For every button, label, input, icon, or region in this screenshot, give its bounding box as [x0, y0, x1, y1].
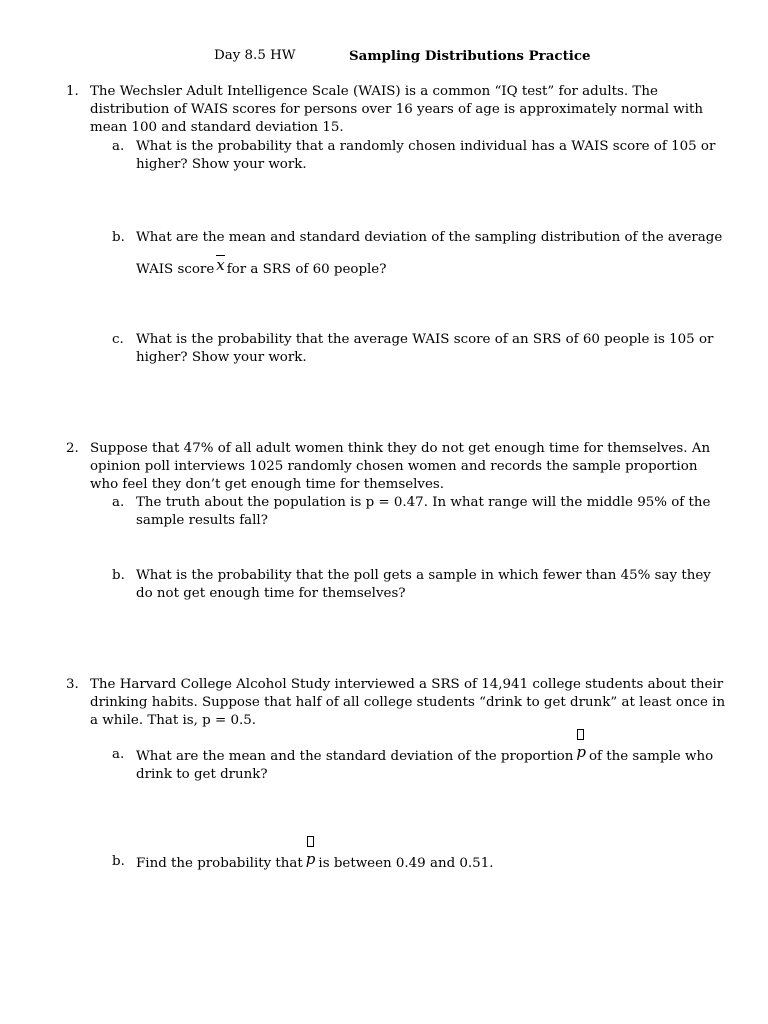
sub-letter: b. [112, 854, 125, 869]
question-2 [66, 440, 726, 494]
sub-text: What is the probability that the poll gets a sample in which fewer than 45% say they do not get enough time for themselves? [136, 568, 711, 601]
sub-text [136, 229, 724, 279]
page-title: Sampling Distributions Practice [349, 48, 591, 64]
question-3 [66, 676, 726, 730]
sub-text-line [136, 256, 724, 279]
x-bar-symbol: x [216, 256, 225, 274]
p-hat-symbol [576, 743, 586, 761]
assignment-day: Day 8.5 HW [214, 48, 296, 63]
question-1 [66, 83, 726, 137]
sub-text-line: What are the mean and standard deviation of the sampling distribution of the average [136, 230, 723, 245]
question-1c [112, 331, 724, 367]
sub-letter: a. [112, 747, 125, 762]
sub-letter: b. [112, 230, 125, 245]
question-number: 2. [66, 441, 79, 456]
sub-text [136, 850, 724, 873]
question-number: 3. [66, 677, 79, 692]
question-text: The Harvard College Alcohol Study interviewed a SRS of 14,941 college students about their drinking habits. Suppose that half of all college students “drink to get drunk” at least once in a while. That is, p = 0.5. [90, 677, 726, 728]
question-3a [112, 743, 724, 784]
question-2b [112, 567, 724, 603]
question-3b [112, 850, 724, 873]
sub-text-pre: WAIS score [136, 262, 215, 277]
question-text: Suppose that 47% of all adult women think they do not get enough time for themselves. An opinion poll interviews 1025 randomly chosen women and records the sample proportion who feel they don’t get enough time for themselves. [90, 441, 711, 492]
question-number: 1. [66, 84, 79, 99]
sub-text: What is the probability that the average WAIS score of an SRS of 60 people is 105 or higher? Show your work. [136, 332, 714, 365]
p-hat-letter: p [305, 850, 316, 868]
sub-text-pre: Find the probability that [136, 856, 303, 871]
page-header [0, 47, 768, 65]
question-text: The Wechsler Adult Intelligence Scale (WAIS) is a common “IQ test” for adults. The distribution of WAIS scores for persons over 16 years of age is approximately normal with mean 100 and standard deviation 15. [90, 84, 704, 135]
sub-text-post: is between 0.49 and 0.51. [318, 856, 494, 871]
sub-text: What is the probability that a randomly chosen individual has a WAIS score of 105 or higher? Show your work. [136, 139, 716, 172]
p-hat-letter: p [576, 743, 586, 761]
sub-text-post: for a SRS of 60 people? [226, 262, 387, 277]
question-2a [112, 494, 724, 530]
sub-letter: b. [112, 568, 125, 583]
question-1b [112, 229, 724, 279]
sub-text-post: of the sample who drink to get drunk? [136, 749, 714, 782]
sub-letter: a. [112, 139, 125, 154]
question-1a [112, 138, 724, 174]
sub-text-pre: What are the mean and the standard deviation of the proportion [136, 749, 574, 764]
sub-text: The truth about the population is p = 0.47. In what range will the middle 95% of the sample results fall? [136, 495, 711, 528]
p-hat-symbol [306, 850, 316, 868]
sub-text [136, 743, 724, 784]
sub-letter: a. [112, 495, 125, 510]
sub-letter: c. [112, 332, 124, 347]
